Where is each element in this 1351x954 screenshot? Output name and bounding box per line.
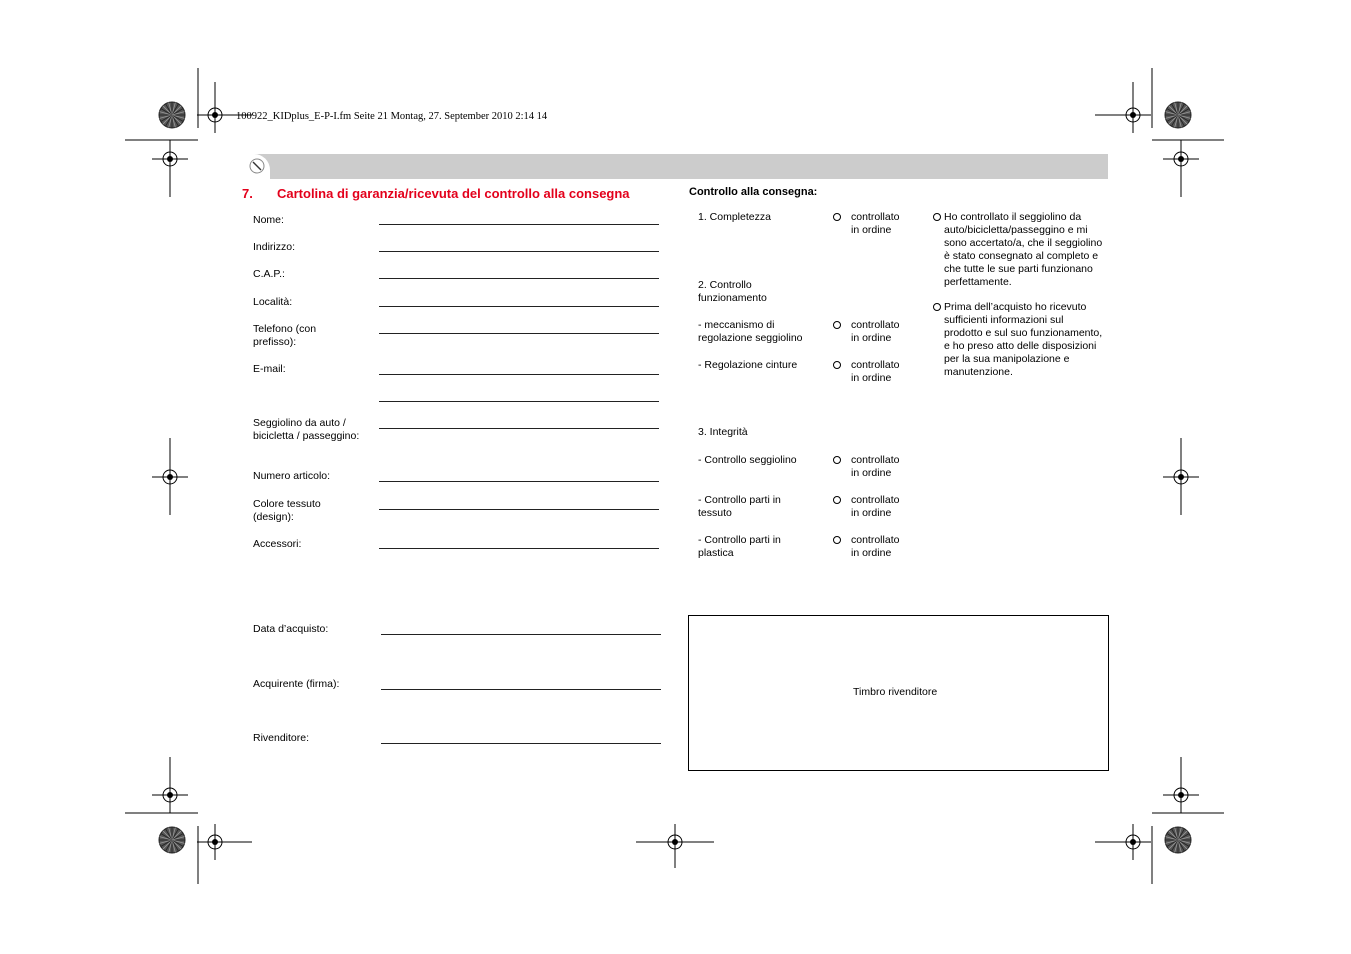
field-line-purchase-date[interactable] [381,634,661,635]
color-starburst-icon [1165,827,1191,853]
status-plastic: controllato in ordine [851,534,900,559]
checkbox-completeness[interactable] [833,213,841,221]
color-starburst-icon [159,827,185,853]
field-line-buyer-signature[interactable] [381,689,661,690]
field-line-product[interactable] [379,428,659,429]
dealer-stamp-label: Timbro rivenditore [853,686,938,698]
field-line-dealer[interactable] [381,743,661,744]
check-item-belt-adjust: - Regolazione cinture [698,359,798,371]
declaration-1: Ho controllato il seggiolino da auto/bicicletta/passeggino e mi sono accertato/a, che il seggiolino è stato consegnato al completo e che tutte le sue parti funzionano perfettamente. [944,211,1103,288]
checkbox-seat[interactable] [833,456,841,464]
field-label-fabric: Colore tessuto (design): [253,498,321,523]
status-seat: controllato in ordine [851,454,900,479]
field-line-name[interactable] [379,224,659,225]
field-label-accessories: Accessori: [253,538,302,550]
field-label-address: Indirizzo: [253,241,296,253]
field-line-article[interactable] [379,481,659,482]
check-item-integrity: 3. Integrità [698,426,748,438]
field-label-name: Nome: [253,214,284,226]
check-item-plastic: - Controllo parti in plastica [698,534,781,559]
status-fabric: controllato in ordine [851,494,900,519]
status-completeness: controllato in ordine [851,211,900,236]
check-item-fabric: - Controllo parti in tessuto [698,494,781,519]
file-header: 100922_KIDplus_E-P-I.fm Seite 21 Montag, 27. September 2010 2:14 14 [236,111,548,122]
section-title-text: Cartolina di garanzia/ricevuta del controllo alla consegna [277,186,630,201]
field-label-article: Numero articolo: [253,470,331,482]
registration-target-icon [197,824,233,860]
check-item-completeness: 1. Completezza [698,211,771,223]
section-number: 7. [242,186,253,201]
field-line-email[interactable] [379,374,659,375]
status-seat-adjust: controllato in ordine [851,319,900,344]
declaration-2: Prima dell’acquisto ho ricevuto sufficienti informazioni sul prodotto e sul suo funzionamento, e ho preso atto delle disposizioni per la sua manipolazione e manutenzione. [944,301,1103,378]
field-label-purchase-date: Data d’acquisto: [253,623,329,635]
color-starburst-icon [1165,102,1191,128]
field-line-phone[interactable] [379,333,659,334]
checkbox-belt-adjust[interactable] [833,361,841,369]
status-belt-adjust: controllato in ordine [851,359,900,384]
field-line-fabric[interactable] [379,509,659,510]
registration-target-icon [197,97,233,133]
field-label-dealer: Rivenditore: [253,732,310,744]
registration-target-icon [1115,824,1151,860]
field-line-accessories[interactable] [379,548,659,549]
field-label-zip: C.A.P.: [253,268,285,280]
field-label-city: Località: [253,296,293,308]
section-title [242,186,630,201]
check-heading: Controllo alla consegna: [689,186,818,198]
field-line-city[interactable] [379,306,659,307]
checkbox-plastic[interactable] [833,536,841,544]
registration-target-icon [1115,97,1151,133]
check-item-seat-adjust: - meccanismo di regolazione seggiolino [698,319,803,344]
field-label-phone: Telefono (con prefisso): [253,323,317,348]
check-item-function: 2. Controllo funzionamento [698,279,767,304]
checkbox-fabric[interactable] [833,496,841,504]
checkbox-declaration-2[interactable] [933,303,941,311]
field-label-product: Seggiolino da auto / bicicletta / passeggino: [253,417,360,442]
checkbox-seat-adjust[interactable] [833,321,841,329]
pen-icon [249,158,265,174]
field-line-address[interactable] [379,251,659,252]
field-line-email-2[interactable] [379,401,659,402]
checkbox-declaration-1[interactable] [933,213,941,221]
field-line-zip[interactable] [379,278,659,279]
field-label-buyer-signature: Acquirente (firma): [253,678,340,690]
field-label-email: E-mail: [253,363,286,375]
check-item-seat: - Controllo seggiolino [698,454,797,466]
section-band [242,154,1108,179]
color-starburst-icon [159,102,185,128]
